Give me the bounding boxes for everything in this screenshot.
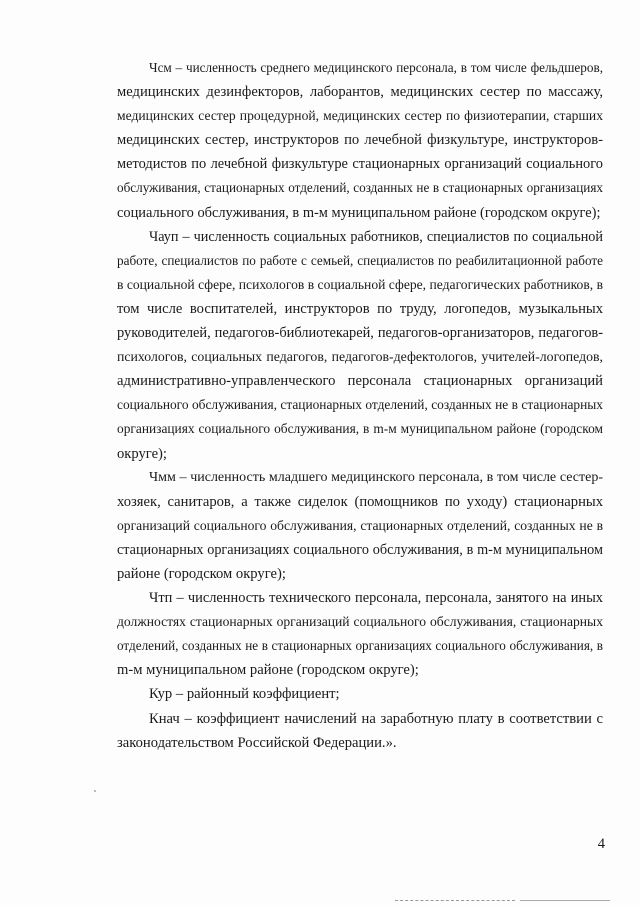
text-line: должностях стационарных организаций социального обслуживания, стационарных bbox=[117, 614, 603, 630]
text-line: обслуживания, стационарных отделений, созданных не в стационарных организациях bbox=[117, 180, 603, 196]
paragraph bbox=[117, 707, 603, 755]
text-line: хозяек, санитаров, а также сиделок (помощников по уходу) стационарных bbox=[117, 493, 603, 510]
paragraph bbox=[117, 56, 603, 225]
paragraph bbox=[117, 682, 603, 706]
text-line: Кнач – коэффициент начислений на заработную плату в соответствии с bbox=[149, 710, 603, 727]
page-number: 4 bbox=[597, 836, 605, 852]
text-line: методистов по лечебной физкультуре стационарных организаций социального bbox=[117, 156, 603, 173]
text-line: Чсм – численность среднего медицинского персонала, в том числе фельдшеров, bbox=[149, 60, 603, 75]
paragraph bbox=[117, 466, 603, 586]
text-line: организациях социального обслуживания, в m-м муниципальном районе (городском bbox=[117, 421, 603, 437]
text-line: Чауп – численность социальных работников, специалистов по социальной bbox=[149, 228, 603, 245]
text-line: медицинских сестер, инструкторов по лечебной физкультуре, инструкторов- bbox=[117, 132, 603, 149]
text-line: Кур – районный коэффициент; bbox=[149, 686, 340, 703]
text-line: психологов, социальных педагогов, педагогов-дефектологов, учителей-логопедов, bbox=[117, 349, 603, 365]
text-line: m-м муниципальном районе (городском округе); bbox=[117, 662, 419, 679]
text-line: руководителей, педагогов-библиотекарей, педагогов-организаторов, педагогов- bbox=[117, 325, 603, 342]
document-body bbox=[117, 56, 603, 755]
scan-edge-mark bbox=[395, 900, 515, 902]
text-line: работе, специалистов по работе с семьей, специалистов по реабилитационной работе bbox=[117, 252, 603, 268]
text-line: Чтп – численность технического персонала, персонала, занятого на иных bbox=[149, 590, 603, 607]
text-line: социального обслуживания, в m-м муниципальном районе (городском округе); bbox=[117, 204, 601, 221]
text-line: районе (городском округе); bbox=[117, 565, 286, 582]
text-line: административно-управленческого персонала стационарных организаций bbox=[117, 373, 603, 390]
paragraph bbox=[117, 586, 603, 682]
text-line: медицинских сестер процедурной, медицинских сестер по физиотерапии, старших bbox=[117, 108, 603, 124]
text-line: законодательством Российской Федерации.». bbox=[117, 734, 397, 751]
text-line: организаций социального обслуживания, стационарных отделений, созданных не в bbox=[117, 517, 603, 533]
text-line: в социальной сфере, психологов в социальной сфере, педагогических работников, в bbox=[117, 276, 603, 292]
scan-edge-mark bbox=[520, 900, 610, 902]
text-line: том числе воспитателей, инструкторов по труду, логопедов, музыкальных bbox=[117, 300, 603, 317]
text-line: социального обслуживания, стационарных отделений, созданных не в стационарных bbox=[117, 397, 603, 413]
text-line: округе); bbox=[117, 445, 167, 462]
text-line: Чмм – численность младшего медицинского персонала, в том числе сестер- bbox=[149, 469, 603, 485]
paragraph bbox=[117, 225, 603, 466]
scan-speck bbox=[94, 790, 96, 792]
text-line: отделений, созданных не в стационарных организациях социального обслуживания, в bbox=[117, 638, 603, 654]
text-line: медицинских дезинфекторов, лаборантов, медицинских сестер по массажу, bbox=[117, 84, 603, 101]
text-line: стационарных организациях социального обслуживания, в m-м муниципальном bbox=[117, 541, 603, 558]
